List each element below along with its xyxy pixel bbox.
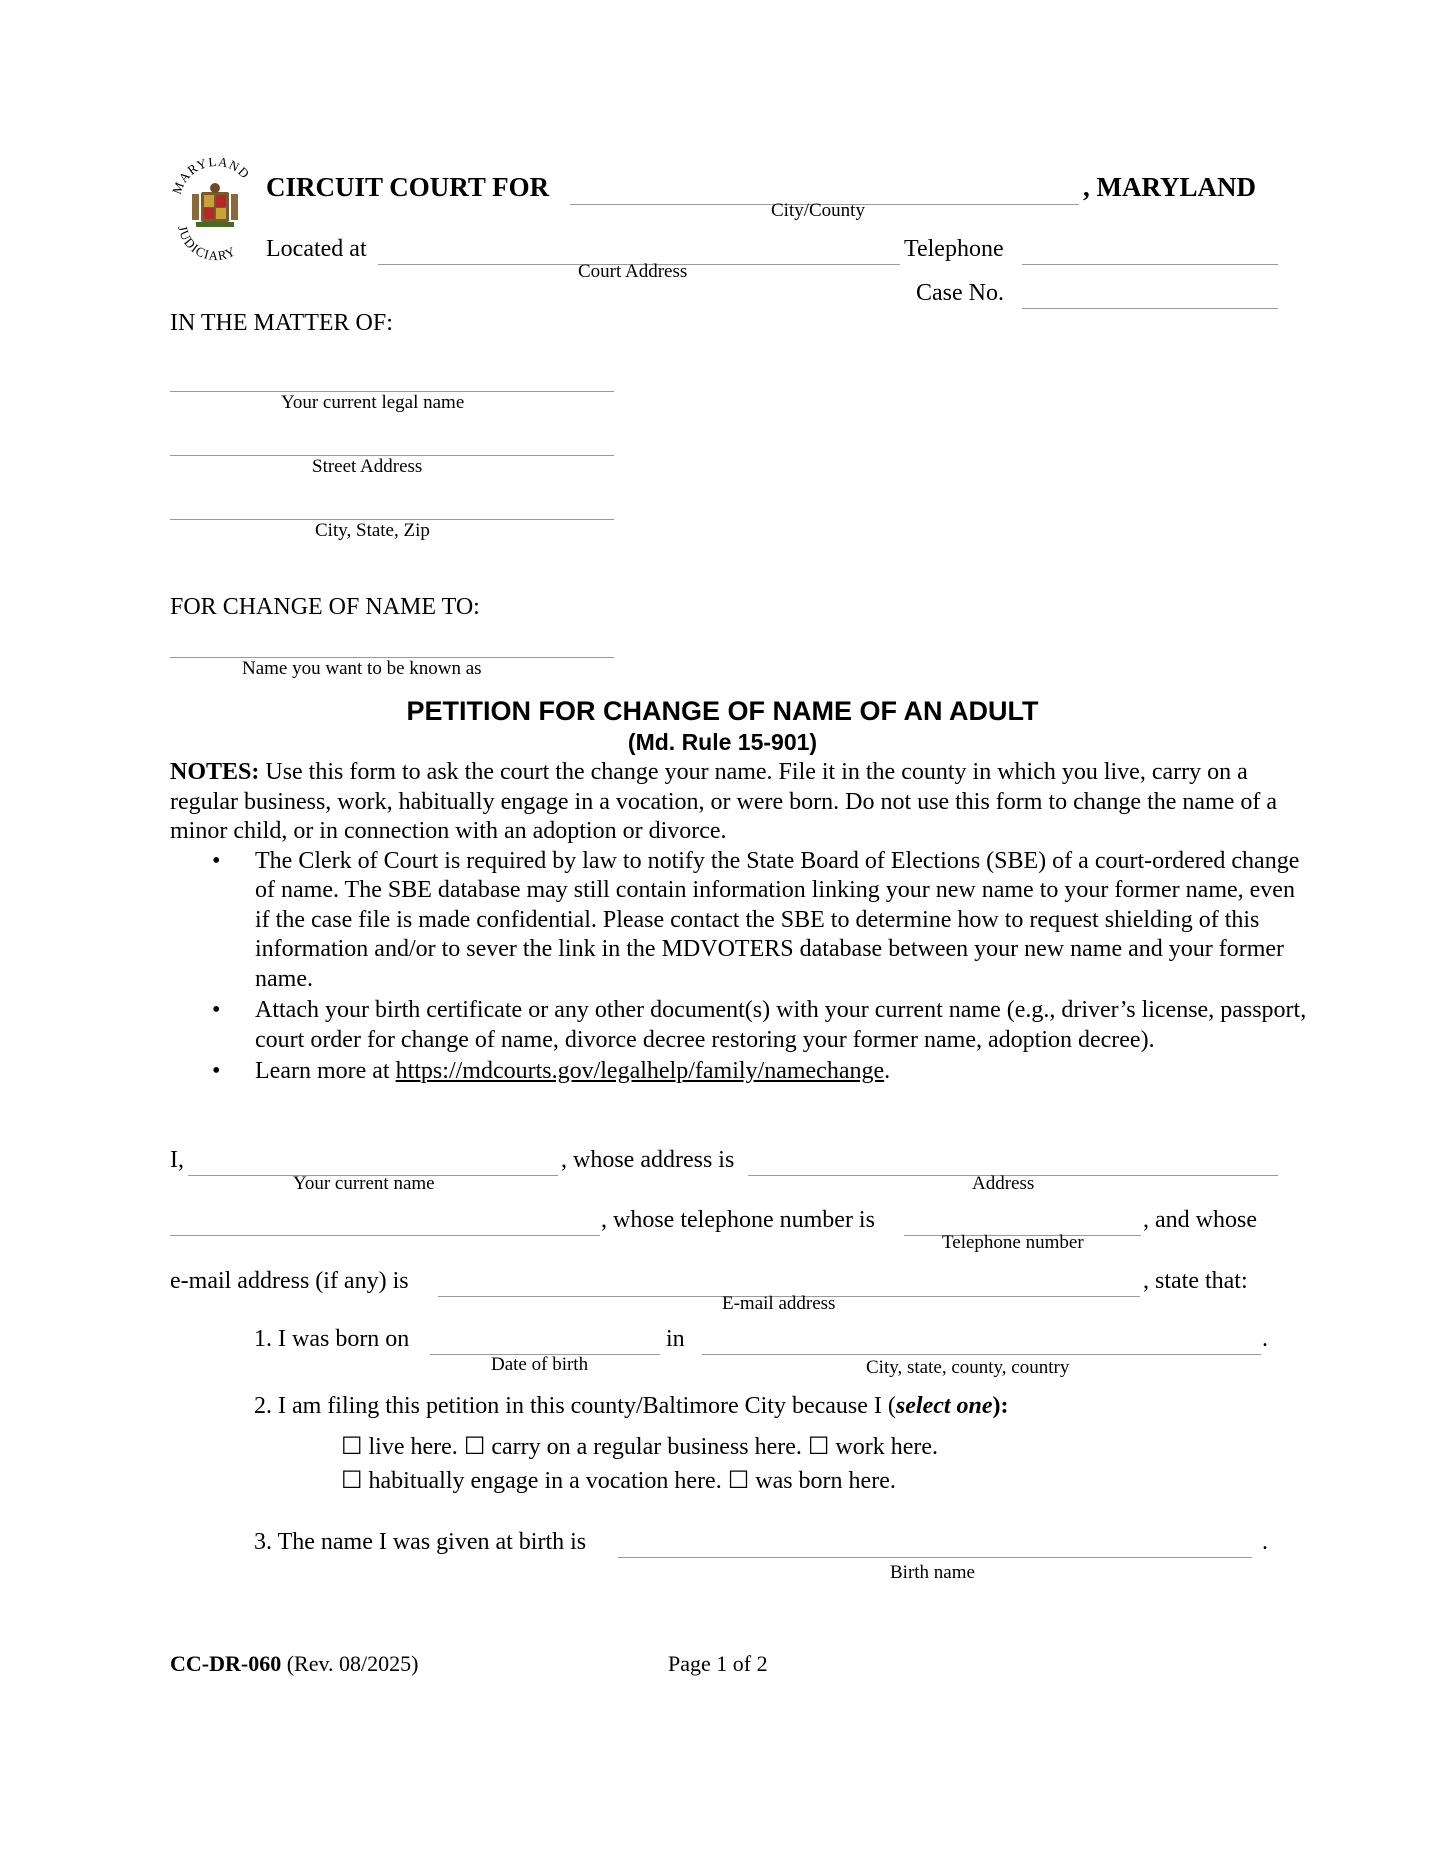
checkbox-vocation-here[interactable] [341,1466,722,1496]
notes-bullet-text: Attach your birth certificate or any other document(s) with your current name (e.g., driver’s license, passport, court order for change of name, divorce decree restoring your former name, adoption decree). [255,997,1307,1053]
new-name-field[interactable] [170,633,614,658]
checkbox-icon: ☐ [341,1434,363,1460]
birth-place-field[interactable] [702,1330,1261,1355]
learn-more-prefix: Learn more at [255,1058,396,1084]
bullet-glyph: • [212,1058,221,1084]
form-code: CC-DR-060 [170,1651,282,1676]
and-whose-label: , and whose [1143,1207,1257,1233]
checkbox-work-here[interactable] [808,1432,938,1462]
notes-section [170,758,1310,1087]
current-legal-name-caption: Your current legal name [281,392,465,413]
birth-name-label: 3. The name I was given at birth is [254,1529,587,1555]
filing-reason-prefix: 2. I am filing this petition in this county/Baltimore City because I ( [254,1393,896,1419]
page-number: Page 1 of 2 [668,1651,768,1676]
whose-address-label: , whose address is [561,1147,735,1173]
notes-label: NOTES: [170,759,260,785]
option-label: was born here. [755,1468,896,1494]
petition-title: PETITION FOR CHANGE OF NAME OF AN ADULT [406,696,1039,726]
city-state-zip-field[interactable] [170,495,614,520]
notes-intro [170,758,1310,847]
svg-text:MARYLAND: MARYLAND [168,158,254,197]
state-label: , MARYLAND [1083,172,1257,202]
notes-bullet-text: The Clerk of Court is required by law to notify the State Board of Elections (SBE) of a court-ordered change of name. The SBE database may still contain information linking your new name to your former name, even if the case file is made confidential. Please contact the SBE to determine how to request shielding of this information and/or to sever the link in the MDVOTERS database between your new name and your former name. [255,847,1300,992]
i-label: I, [170,1147,184,1173]
checkbox-icon: ☐ [463,1434,486,1460]
born-in-label: in [666,1326,685,1352]
checkbox-icon: ☐ [807,1434,830,1460]
filing-reason-options-row1 [341,1432,938,1462]
birth-name-caption: Birth name [890,1562,975,1583]
birth-name-field[interactable] [618,1533,1252,1558]
located-label: Located at [266,236,367,262]
item3-period: . [1262,1529,1268,1555]
change-of-name-label: FOR CHANGE OF NAME TO: [170,594,480,620]
bullet-glyph: • [212,997,221,1023]
maryland-judiciary-seal [168,158,262,262]
checkbox-business-here[interactable] [464,1432,802,1462]
court-address-caption: Court Address [578,261,688,282]
city-county-caption: City/County [771,200,865,221]
date-of-birth-caption: Date of birth [491,1354,589,1375]
notes-bullet-learn-more [170,1057,1310,1087]
current-name-caption: Your current name [293,1173,435,1194]
notes-bullet-sbe [170,847,1310,995]
checkbox-live-here[interactable] [341,1432,458,1462]
court-telephone-field[interactable] [1022,240,1278,265]
bullet-glyph: • [212,847,221,874]
current-legal-name-field[interactable] [170,367,614,392]
form-revision: (Rev. 08/2025) [281,1651,419,1676]
form-code-footer [170,1650,418,1678]
option-label: live here. [368,1434,458,1460]
email-label: e-mail address (if any) is [170,1268,409,1294]
case-no-label: Case No. [916,280,1004,306]
checkbox-icon: ☐ [727,1468,750,1494]
notes-list [170,847,1310,1087]
option-label: habitually engage in a vocation here. [368,1468,722,1494]
telephone-label: Telephone [904,236,1004,262]
filing-reason-options-row2 [341,1466,896,1496]
rule-subtitle: (Md. Rule 15-901) [627,729,818,755]
telephone-caption: Telephone number [942,1232,1084,1253]
birth-place-caption: City, state, county, country [866,1357,1070,1378]
street-address-field[interactable] [170,431,614,456]
item1-period: . [1262,1326,1268,1352]
address-caption: Address [972,1173,1035,1194]
checkbox-born-here[interactable] [728,1466,896,1496]
option-label: carry on a regular business here. [491,1434,802,1460]
checkbox-icon: ☐ [341,1468,363,1494]
svg-text:JUDICIARY: JUDICIARY [175,224,239,262]
filing-reason-suffix: ): [992,1393,1009,1419]
learn-more-suffix: . [884,1058,891,1084]
court-label: CIRCUIT COURT FOR [266,172,550,202]
select-one-emphasis: select one [895,1393,993,1419]
street-address-caption: Street Address [312,456,423,477]
born-on-label: 1. I was born on [254,1326,410,1352]
namechange-link[interactable]: https://mdcourts.gov/legalhelp/family/namechange [395,1058,885,1084]
new-name-caption: Name you want to be known as [242,658,482,679]
notes-bullet-attach [170,996,1310,1055]
state-that-label: , state that: [1143,1268,1248,1294]
address-continued-field[interactable] [170,1211,600,1236]
city-state-zip-caption: City, State, Zip [315,520,430,541]
in-the-matter-label: IN THE MATTER OF: [170,310,393,336]
email-caption: E-mail address [722,1293,836,1314]
case-number-field[interactable] [1022,284,1278,309]
notes-intro-text: Use this form to ask the court the change your name. File it in the county in which you live, carry on a regular business, work, habitually engage in a vocation, or were born. Do not use this form to change the name of a minor child, or in connection with an adoption or divorce. [170,759,1278,844]
date-of-birth-field[interactable] [430,1330,660,1355]
whose-telephone-label: , whose telephone number is [601,1207,875,1233]
filing-reason-label [254,1391,1009,1421]
option-label: work here. [835,1434,939,1460]
